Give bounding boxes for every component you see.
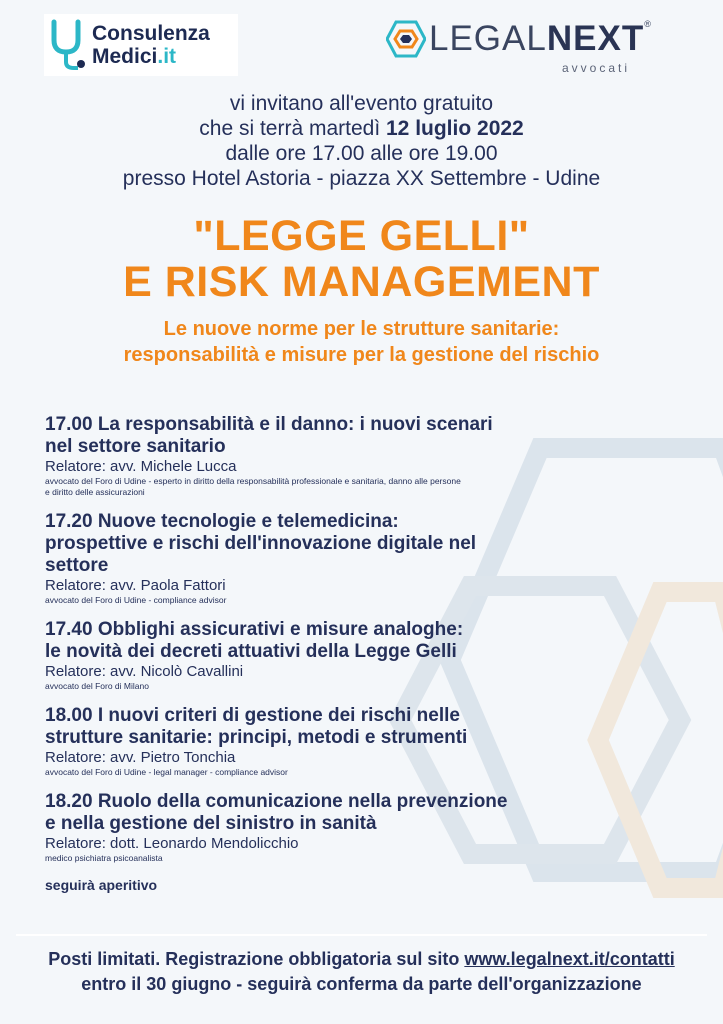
program-session [45,705,565,778]
session-speaker-note: avvocato del Foro di Milano [45,681,149,691]
intro-line: vi invitano all'evento gratuito [229,92,494,115]
program-session [45,414,565,498]
program-session [45,619,565,692]
footer-line-1: Posti limitati. Registrazione obbligatoria sul sito www.legalnext.it/contatti [48,949,675,969]
program-session [45,791,565,864]
session-title: 18.20 Ruolo della comunicazione nella prevenzione e nella gestione del sinistro in sanità [45,791,508,834]
title-line-1: "LEGGE GELLI" [193,212,530,260]
event-subtitle [0,316,723,368]
intro-time-line: dalle ore 17.00 alle ore 19.00 [225,142,498,165]
logo-medici-text: Medici.it [92,45,177,68]
title-line-2: E RISK MANAGEMENT [123,258,600,306]
footer-divider [16,934,707,936]
registration-link[interactable]: www.legalnext.it/contatti [464,949,675,969]
subtitle-line-2: responsabilità e misure per la gestione del rischio [123,344,600,366]
session-speaker: Relatore: avv. Nicolò Cavallini [45,663,244,680]
program-session [45,511,565,606]
footer-line-2: entro il 30 giugno - seguirà conferma da parte dell'organizzazione [81,974,642,994]
session-speaker: Relatore: dott. Leonardo Mendolicchio [45,835,299,852]
logo-consulenza-text: Consulenza [92,22,210,45]
session-speaker-note: avvocato del Foro di Udine - legal manager - compliance advisor [45,767,288,777]
stethoscope-icon [48,18,86,72]
registration-footer [0,947,723,997]
intro-venue-line: presso Hotel Astoria - piazza XX Settembre - Udine [122,167,601,190]
session-speaker: Relatore: avv. Michele Lucca [45,458,237,475]
intro-date-line: che si terrà martedì 12 luglio 2022 [199,117,524,140]
session-speaker: Relatore: avv. Pietro Tonchia [45,749,236,766]
session-speaker-note: avvocato del Foro di Udine - esperto in diritto della responsabilità professionale e sanitaria, danno alle persone e diritto delle assicurazioni [45,476,461,497]
session-title: 17.20 Nuove tecnologie e telemedicina: prospettive e rischi dell'innovazione digitale nel settore [45,511,477,576]
session-speaker: Relatore: avv. Paola Fattori [45,577,226,594]
legalnext-wordmark: LEGALNEXT® [429,19,652,58]
legalnext-logo [386,17,686,79]
session-speaker-note: avvocato del Foro di Udine - compliance advisor [45,595,227,605]
consulenza-medici-logo [44,14,238,76]
session-title: 17.40 Obblighi assicurativi e misure analoghe: le novità dei decreti attuativi della Legge Gelli [45,619,464,662]
followup-note: seguirà aperitivo [45,877,158,893]
program-list [45,414,565,893]
subtitle-line-1: Le nuove norme per le strutture sanitarie: [163,318,560,340]
invitation-intro [0,91,723,191]
event-title [0,213,723,305]
hexagon-logo-icon [386,19,426,59]
session-title: 18.00 I nuovi criteri di gestione dei rischi nelle strutture sanitarie: principi, metodi e strumenti [45,705,468,748]
legalnext-subtitle: avvocati [562,61,631,75]
session-title: 17.00 La responsabilità e il danno: i nuovi scenari nel settore sanitario [45,414,493,457]
event-date: 12 luglio 2022 [386,117,524,140]
session-speaker-note: medico psichiatra psicoanalista [45,853,163,863]
